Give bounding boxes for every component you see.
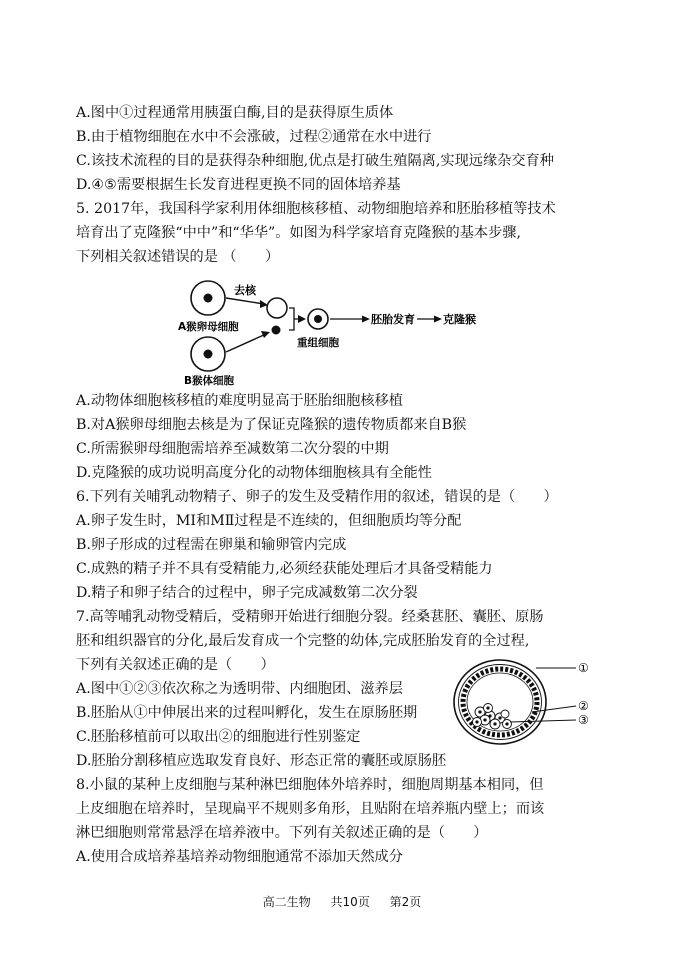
label-clone-monkey: 克隆猴 — [443, 313, 476, 326]
q8-stem-line-1: 8.小鼠的某种上皮细胞与某种淋巴细胞体外培养时，细胞周期基本相同，但 — [76, 777, 544, 793]
q7-option-d: D.胚胎分割移植应选取发育良好、形态正常的囊胚或原肠胚 — [76, 753, 447, 769]
clone-monkey-diagram — [170, 276, 510, 390]
a-egg-nucleus — [204, 294, 213, 303]
q5-stem-line-1: 5. 2017年，我国科学家利用体细胞核移植、动物细胞培养和胚胎移植等技术 — [76, 201, 556, 217]
q7-option-c: C.胚胎移植前可以取出②的细胞进行性别鉴定 — [76, 729, 361, 745]
q8-option-a: A.使用合成培养基培养动物细胞通常不添加天然成分 — [76, 849, 403, 865]
q4-option-d: D.④⑤需要根据生长发育进程更换不同的固体培养基 — [76, 177, 401, 193]
label-a-egg: A猴卵母细胞 — [178, 321, 239, 333]
q6-stem: 6.下列有关哺乳动物精子、卵子的发生及受精作用的叙述，错误的是（ ） — [76, 489, 558, 505]
q6-option-d: D.精子和卵子结合的过程中，卵子完成减数第二次分裂 — [76, 585, 418, 601]
label-recombined: 重组细胞 — [297, 337, 339, 349]
q5-option-b: B.对A猴卵母细胞去核是为了保证克隆猴的遗传物质都来自B猴 — [76, 417, 467, 433]
donor-nucleus — [272, 326, 281, 335]
q4-option-a: A.图中①过程通常用胰蛋白酶,目的是获得原生质体 — [76, 105, 394, 121]
b-somatic-nucleus — [204, 350, 213, 359]
footer-subject: 高二生物 — [262, 895, 311, 909]
q8-stem-line-2: 上皮细胞在培养时，呈现扁平不规则多角形，且贴附在培养瓶内壁上；而该 — [76, 801, 545, 817]
q6-option-c: C.成熟的精子并不具有受精能力,必须经获能处理后才具备受精能力 — [76, 561, 493, 577]
q5-stem-line-3: 下列相关叙述错误的是 （ ） — [76, 249, 280, 265]
label-3: ③ — [578, 713, 589, 727]
q6-option-b: B.卵子形成的过程需在卵巢和输卵管内完成 — [76, 537, 347, 553]
q7-option-b: B.胚胎从①中伸展出来的过程叫孵化，发生在原肠胚期 — [76, 705, 418, 721]
q7-option-a: A.图中①②③依次称之为透明带、内细胞团、滋养层 — [76, 681, 403, 697]
q5-stem-line-2: 培育出了克隆猴“中中”和“华华”。如图为科学家培育克隆猴的基本步骤, — [76, 225, 521, 241]
q4-option-b: B.由于植物细胞在水中不会涨破，过程②通常在水中进行 — [76, 129, 432, 145]
label-remove-nucleus: 去核 — [234, 284, 256, 297]
footer-total-pages: 共10页 — [330, 895, 370, 909]
q5-option-a: A.动物体细胞核移植的难度明显高于胚胎细胞核移植 — [76, 393, 403, 409]
q5-option-c: C.所需猴卵母细胞需培养至减数第二次分裂的中期 — [76, 441, 389, 457]
label-b-cell: B猴体细胞 — [184, 375, 235, 387]
q7-stem-line-2: 胚和组织器官的分化,最后发育成一个完整的幼体,完成胚胎发育的全过程, — [76, 633, 530, 649]
footer-page-number: 第2页 — [389, 895, 422, 909]
page-footer — [0, 893, 684, 910]
label-1: ① — [578, 661, 589, 675]
enucleated-egg-cell — [267, 298, 287, 318]
q4-option-c: C.该技术流程的目的是获得杂种细胞,优点是打破生殖隔离,实现远缘杂交育种 — [76, 153, 554, 169]
q5-option-d: D.克隆猴的成功说明高度分化的动物体细胞核具有全能性 — [76, 465, 432, 481]
q7-stem-line-1: 7.高等哺乳动物受精后，受精卵开始进行细胞分裂。经桑葚胚、囊胚、原肠 — [76, 609, 544, 625]
q6-option-a: A.卵子发生时，MⅠ和MⅡ过程是不连续的，但细胞质均等分配 — [76, 513, 462, 529]
blastocyst-diagram — [450, 654, 610, 754]
q8-stem-line-3: 淋巴细胞则常常悬浮在培养液中。下列有关叙述正确的是（ ） — [76, 825, 488, 841]
label-embryo-development: 胚胎发育 — [371, 313, 415, 326]
q7-stem-line-3: 下列有关叙述正确的是（ ） — [76, 657, 275, 673]
label-2: ② — [578, 699, 589, 713]
